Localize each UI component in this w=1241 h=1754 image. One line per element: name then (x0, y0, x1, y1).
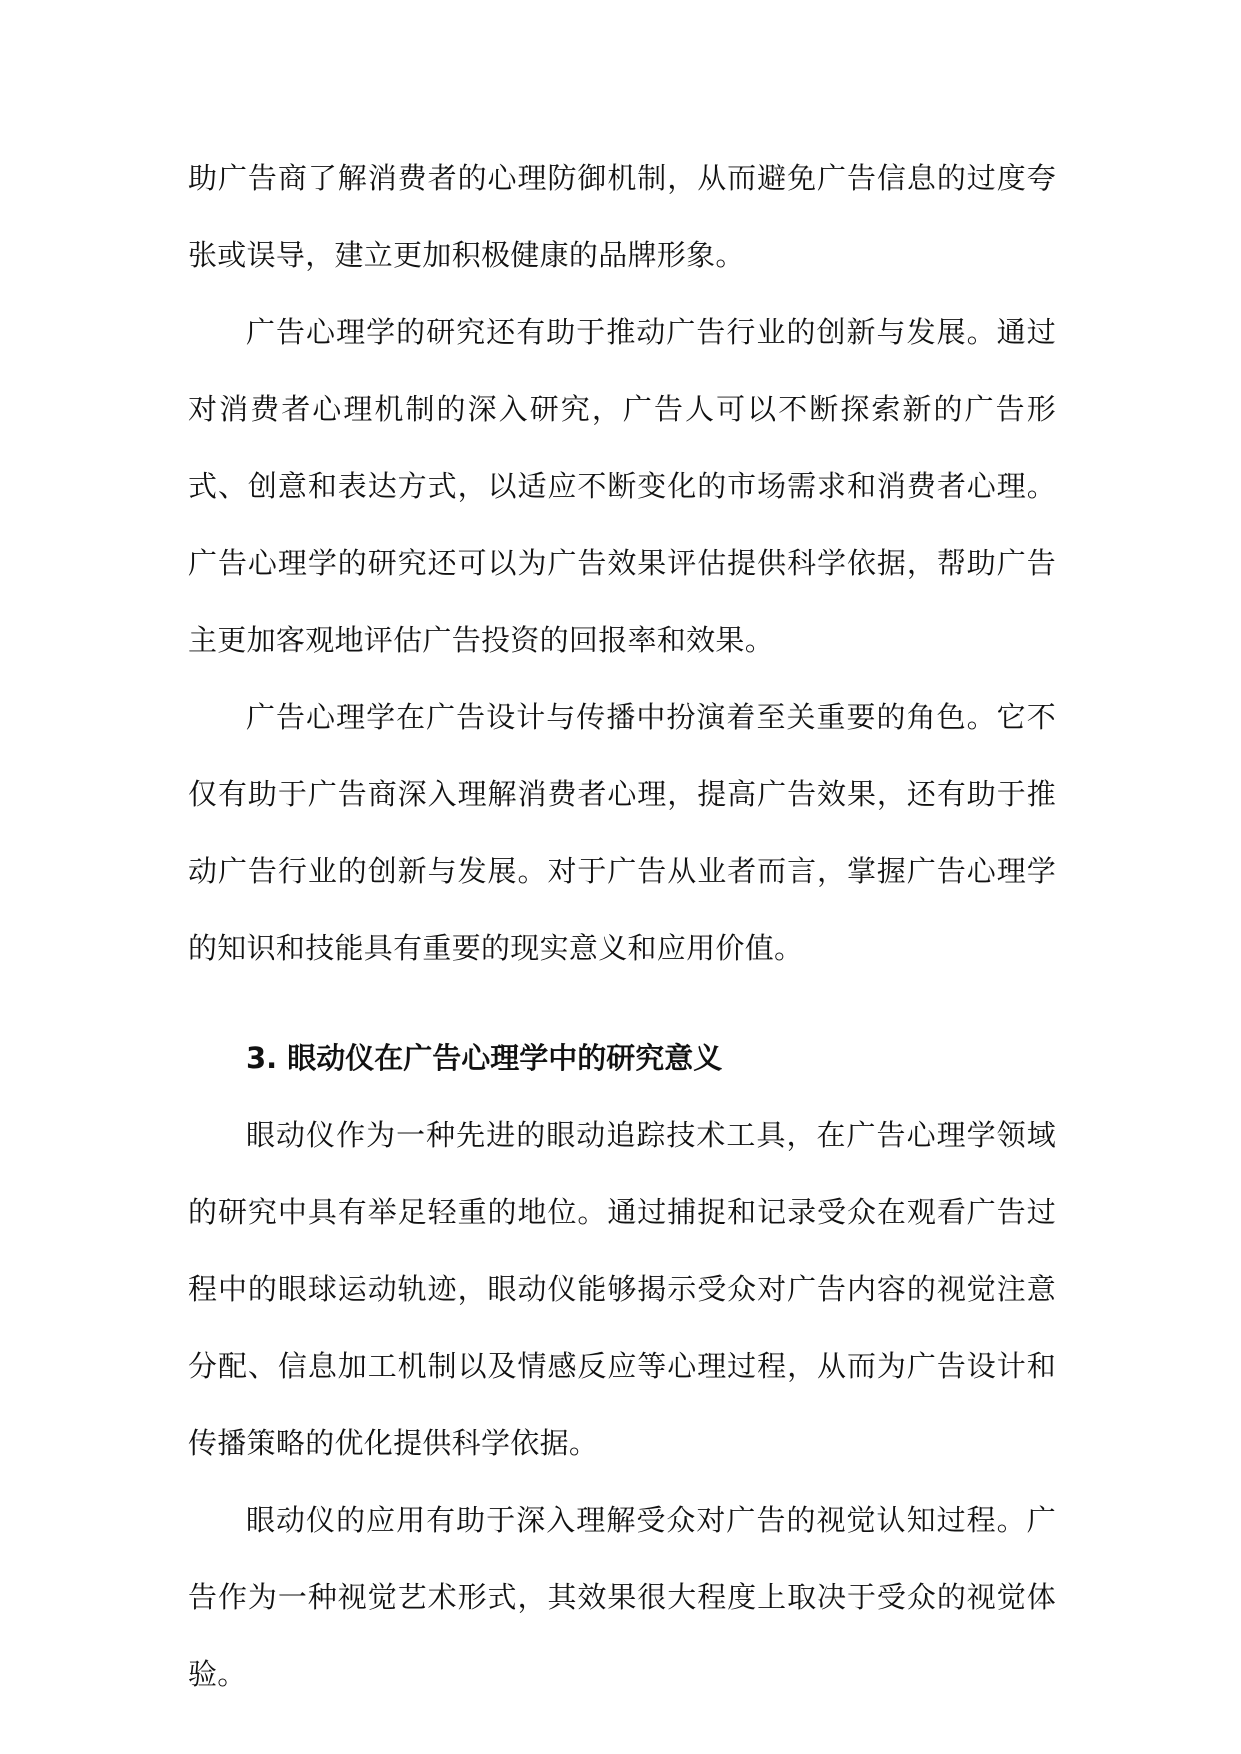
paragraph-3: 广告心理学在广告设计与传播中扮演着至关重要的角色。它不仅有助于广告商深入理解消费者心理，提高广告效果，还有助于推动广告行业的创新与发展。对于广告从业者而言，掌握广告心理学的知识和技能具有重要的现实意义和应用价值。 (188, 700, 1056, 965)
document-page (188, 140, 1056, 1713)
paragraph-1: 助广告商了解消费者的心理防御机制，从而避免广告信息的过度夸张或误导，建立更加积极健康的品牌形象。 (188, 161, 1056, 272)
section-heading: 3. 眼动仪在广告心理学中的研究意义 (246, 1041, 723, 1075)
paragraph-5: 眼动仪的应用有助于深入理解受众对广告的视觉认知过程。广告作为一种视觉艺术形式，其效果很大程度上取决于受众的视觉体验。 (188, 1503, 1056, 1691)
paragraph-4: 眼动仪作为一种先进的眼动追踪技术工具，在广告心理学领域的研究中具有举足轻重的地位。通过捕捉和记录受众在观看广告过程中的眼球运动轨迹，眼动仪能够揭示受众对广告内容的视觉注意分配、信息加工机制以及情感反应等心理过程，从而为广告设计和传播策略的优化提供科学依据。 (188, 1118, 1056, 1460)
paragraph-2: 广告心理学的研究还有助于推动广告行业的创新与发展。通过对消费者心理机制的深入研究，广告人可以不断探索新的广告形式、创意和表达方式，以适应不断变化的市场需求和消费者心理。广告心理学的研究还可以为广告效果评估提供科学依据，帮助广告主更加客观地评估广告投资的回报率和效果。 (188, 315, 1056, 657)
section-gap (188, 987, 1056, 1012)
